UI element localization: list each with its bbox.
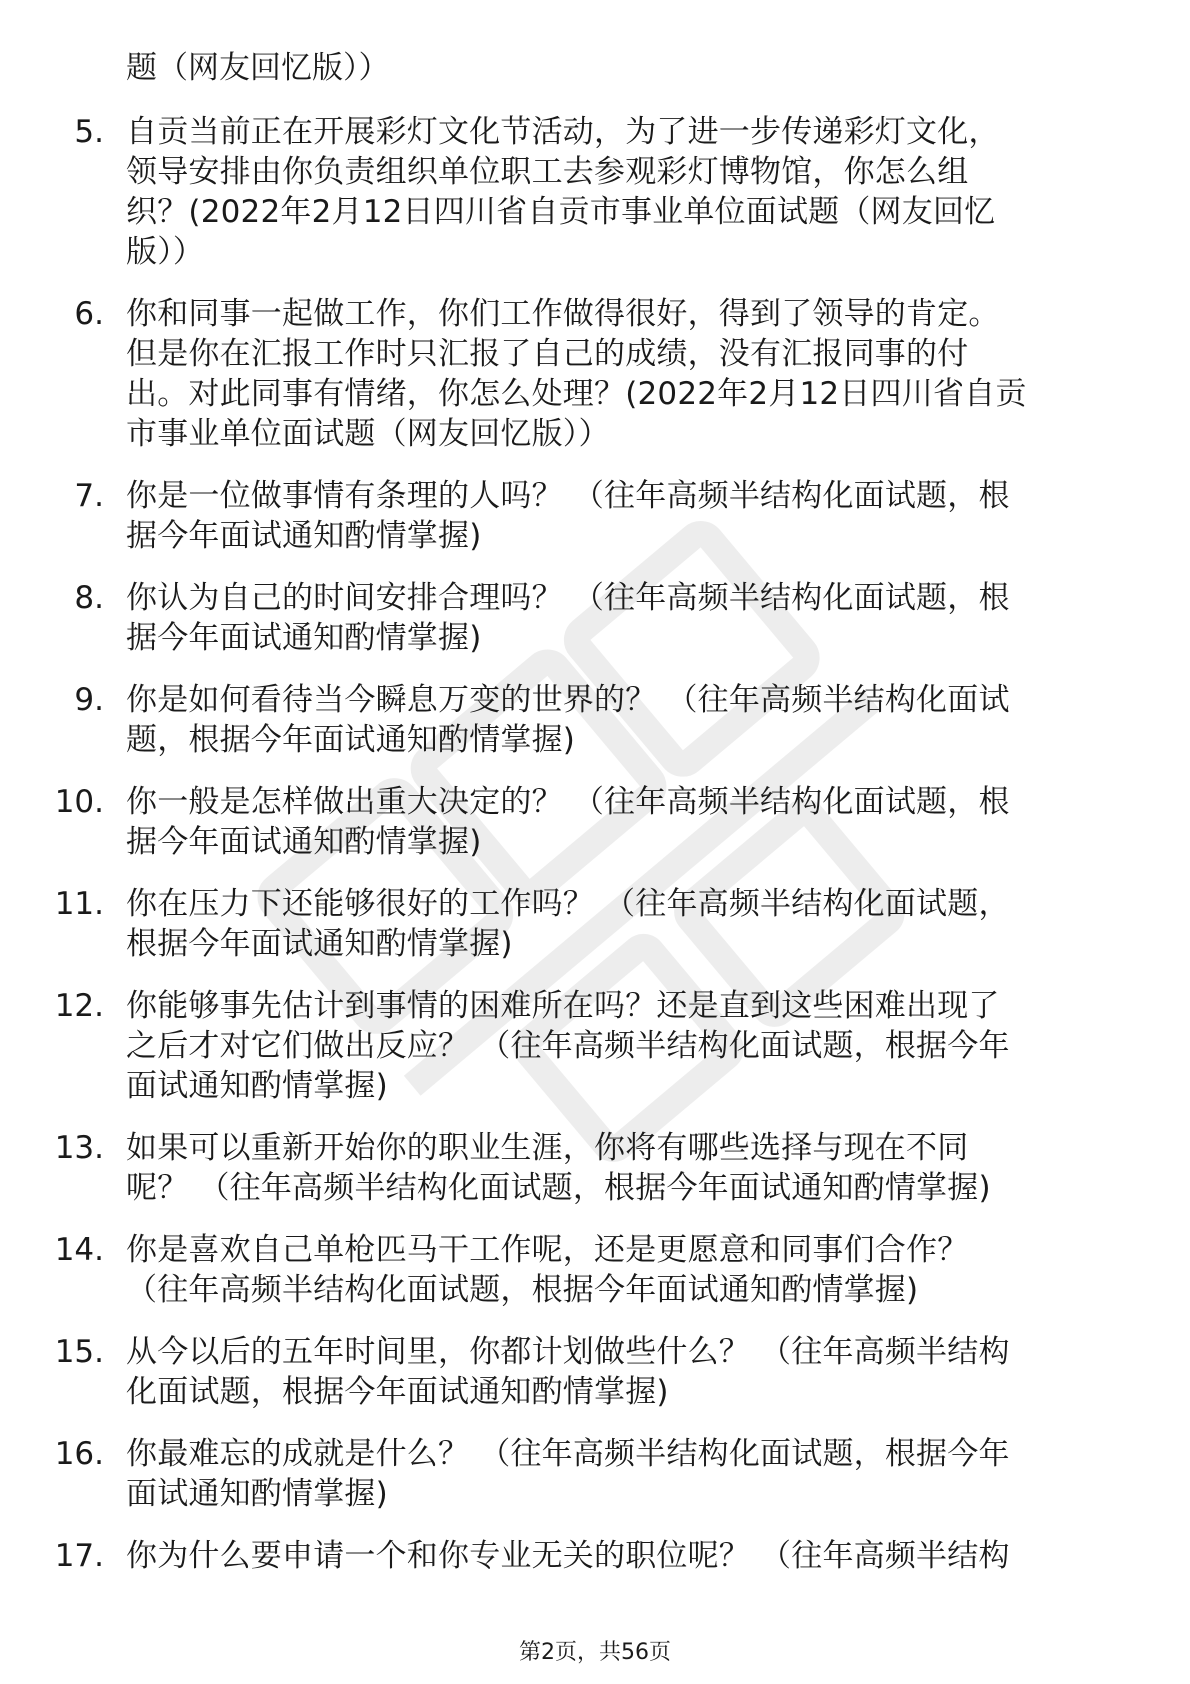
question-item: [0, 578, 1190, 658]
question-number: 15.: [54, 1334, 104, 1370]
question-item: [0, 782, 1190, 862]
continued-question-tail: 题（网友回忆版））: [126, 50, 390, 86]
question-line: 你在压力下还能够很好的工作吗？ （往年高频半结构化面试题，: [126, 886, 1010, 922]
question-line: 题，根据今年面试通知酌情掌握): [126, 722, 576, 758]
question-list: [0, 112, 1190, 1598]
question-line: 领导安排由你负责组织单位职工去参观彩灯博物馆，你怎么组: [126, 154, 969, 190]
question-line: 之后才对它们做出反应？ （往年高频半结构化面试题，根据今年: [126, 1028, 1010, 1064]
question-line: 你一般是怎样做出重大决定的？ （往年高频半结构化面试题，根: [126, 784, 1010, 820]
question-item: [0, 986, 1190, 1106]
question-item: [0, 1536, 1190, 1576]
question-item: [0, 476, 1190, 556]
question-line: 据今年面试通知酌情掌握): [126, 824, 482, 860]
question-line: 你最难忘的成就是什么？ （往年高频半结构化面试题，根据今年: [126, 1436, 1010, 1472]
question-number: 14.: [54, 1232, 104, 1268]
question-text: [126, 1434, 1116, 1514]
question-number: 11.: [54, 886, 104, 922]
question-text: [126, 1230, 1116, 1310]
question-number: 12.: [54, 988, 104, 1024]
question-line: 你能够事先估计到事情的困难所在吗？还是直到这些困难出现了: [126, 988, 1000, 1024]
question-line: 你是如何看待当今瞬息万变的世界的？ （往年高频半结构化面试: [126, 682, 1010, 718]
question-item: [0, 1128, 1190, 1208]
question-line: 根据今年面试通知酌情掌握): [126, 926, 513, 962]
question-number: 5.: [74, 114, 104, 150]
question-line: 市事业单位面试题（网友回忆版））: [126, 416, 610, 452]
question-text: [126, 1332, 1116, 1412]
question-item: [0, 294, 1190, 454]
question-line: 如果可以重新开始你的职业生涯，你将有哪些选择与现在不同: [126, 1130, 969, 1166]
question-line: 面试通知酌情掌握): [126, 1476, 388, 1512]
question-line: 据今年面试通知酌情掌握): [126, 620, 482, 656]
question-text: [126, 1128, 1116, 1208]
question-item: [0, 1230, 1190, 1310]
question-number: 8.: [74, 580, 104, 616]
question-text: [126, 112, 1116, 272]
question-number: 6.: [74, 296, 104, 332]
question-text: [126, 782, 1116, 862]
question-number: 10.: [54, 784, 104, 820]
question-item: [0, 680, 1190, 760]
question-number: 13.: [54, 1130, 104, 1166]
question-line: 面试通知酌情掌握): [126, 1068, 388, 1104]
question-text: [126, 680, 1116, 760]
page-footer: 第2页，共56页: [519, 1640, 671, 1665]
question-text: [126, 1536, 1116, 1576]
question-text: [126, 476, 1116, 556]
question-line: 你为什么要申请一个和你专业无关的职位呢？ （往年高频半结构: [126, 1538, 1010, 1574]
question-number: 16.: [54, 1436, 104, 1472]
question-line: 自贡当前正在开展彩灯文化节活动，为了进一步传递彩灯文化，: [126, 114, 1000, 150]
question-number: 9.: [74, 682, 104, 718]
question-line: 呢？ （往年高频半结构化面试题，根据今年面试通知酌情掌握): [126, 1170, 991, 1206]
question-text: [126, 986, 1116, 1106]
question-item: [0, 1434, 1190, 1514]
question-line: （往年高频半结构化面试题，根据今年面试通知酌情掌握): [126, 1272, 919, 1308]
question-line: 你和同事一起做工作，你们工作做得很好，得到了领导的肯定。: [126, 296, 1000, 332]
question-line: 你是一位做事情有条理的人吗？ （往年高频半结构化面试题，根: [126, 478, 1010, 514]
question-line: 出。对此同事有情绪，你怎么处理？(2022年2月12日四川省自贡: [126, 376, 1027, 412]
question-text: [126, 578, 1116, 658]
question-number: 7.: [74, 478, 104, 514]
question-number: 17.: [54, 1538, 104, 1574]
question-line: 据今年面试通知酌情掌握): [126, 518, 482, 554]
question-line: 你认为自己的时间安排合理吗？ （往年高频半结构化面试题，根: [126, 580, 1010, 616]
question-text: [126, 294, 1116, 454]
question-line: 版））: [126, 234, 205, 270]
question-item: [0, 1332, 1190, 1412]
question-text: [126, 884, 1116, 964]
question-line: 你是喜欢自己单枪匹马干工作呢，还是更愿意和同事们合作？: [126, 1232, 969, 1268]
question-line: 化面试题，根据今年面试通知酌情掌握): [126, 1374, 669, 1410]
question-line: 织？(2022年2月12日四川省自贡市事业单位面试题（网友回忆: [126, 194, 996, 230]
question-item: [0, 884, 1190, 964]
question-item: [0, 112, 1190, 272]
question-line: 但是你在汇报工作时只汇报了自己的成绩，没有汇报同事的付: [126, 336, 969, 372]
question-line: 从今以后的五年时间里，你都计划做些什么？ （往年高频半结构: [126, 1334, 1010, 1370]
